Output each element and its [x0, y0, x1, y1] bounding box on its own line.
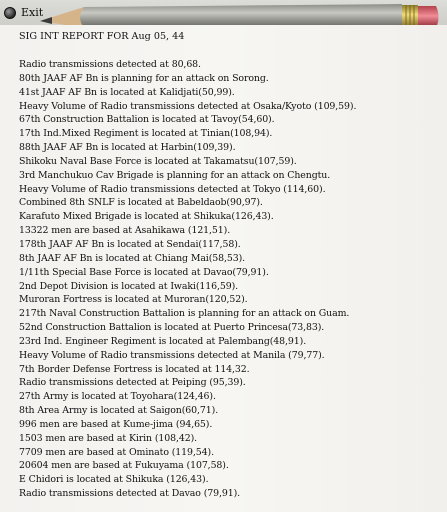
report-line: 996 men are based at Kume-jima (94,65). [19, 418, 213, 430]
report-line: 1/11th Special Base Force is located at Davao(79,91). [19, 266, 269, 278]
report-line: 7th Border Defense Fortress is located at 114,32. [19, 363, 250, 375]
report-line: 17th Ind.Mixed Regiment is located at Tinian(108,94). [19, 128, 273, 140]
report-line: 7709 men are based at Ominato (119,54). [19, 446, 214, 458]
report-line: 52nd Construction Battalion is located at Puerto Princesa(73,83). [19, 322, 325, 334]
report-line: E Chidori is located at Shikuka (126,43). [19, 474, 209, 486]
report-line: 20604 men are based at Fukuyama (107,58). [19, 460, 229, 472]
exit-icon[interactable] [4, 7, 16, 19]
report-line: 27th Army is located at Toyohara(124,46). [19, 391, 216, 403]
report-line: Karafuto Mixed Brigade is located at Shikuka(126,43). [19, 211, 274, 223]
report-line: Heavy Volume of Radio transmissions detected at Manila (79,77). [19, 349, 325, 361]
exit-button[interactable] [4, 5, 43, 20]
report-line: Shikoku Naval Base Force is located at Takamatsu(107,59). [19, 155, 297, 167]
report-line: 41st JAAF AF Bn is located at Kalidjati(50,99). [19, 86, 235, 98]
report-line: 23rd Ind. Engineer Regiment is located at Palembang(48,91). [19, 335, 307, 347]
exit-label[interactable]: Exit [21, 6, 44, 19]
report-line: 13322 men are based at Asahikawa (121,51). [19, 225, 231, 237]
report-line: Radio transmissions detected at 80,68. [19, 59, 201, 70]
report-line: 178th JAAF AF Bn is located at Sendai(117,58). [19, 238, 241, 250]
report-line: Radio transmissions detected at Davao (79,91). [19, 488, 241, 500]
report-list [19, 58, 356, 501]
report-line: 2nd Depot Division is located at Iwaki(116,59). [19, 280, 239, 292]
report-line: 80th JAAF AF Bn is planning for an attack on Sorong. [19, 72, 269, 84]
report-line: 3rd Manchukuo Cav Brigade is planning for an attack on Chengtu. [19, 169, 331, 181]
report-line: Heavy Volume of Radio transmissions detected at Tokyo (114,60). [19, 183, 326, 195]
report-line: Muroran Fortress is located at Muroran(120,52). [19, 294, 248, 306]
report-line: 67th Construction Battalion is located at Tavoy(54,60). [19, 114, 275, 126]
title-bar [0, 0, 447, 26]
report-line: Combined 8th SNLF is located at Babeldaob(90,97). [19, 197, 263, 209]
report-line: 217th Naval Construction Battalion is planning for an attack on Guam. [19, 308, 350, 320]
report-line: 88th JAAF AF Bn is located at Harbin(109,39). [19, 142, 236, 154]
report-line: Heavy Volume of Radio transmissions detected at Osaka/Kyoto (109,59). [19, 100, 357, 112]
report-line: 8th Area Army is located at Saigon(60,71). [19, 405, 219, 417]
report-line: Radio transmissions detected at Peiping (95,39). [19, 377, 246, 389]
report-line: 1503 men are based at Kirin (108,42). [19, 432, 198, 444]
report-line: 8th JAAF AF Bn is located at Chiang Mai(58,53). [19, 252, 246, 264]
report-title: SIG INT REPORT FOR Aug 05, 44 [19, 31, 185, 42]
